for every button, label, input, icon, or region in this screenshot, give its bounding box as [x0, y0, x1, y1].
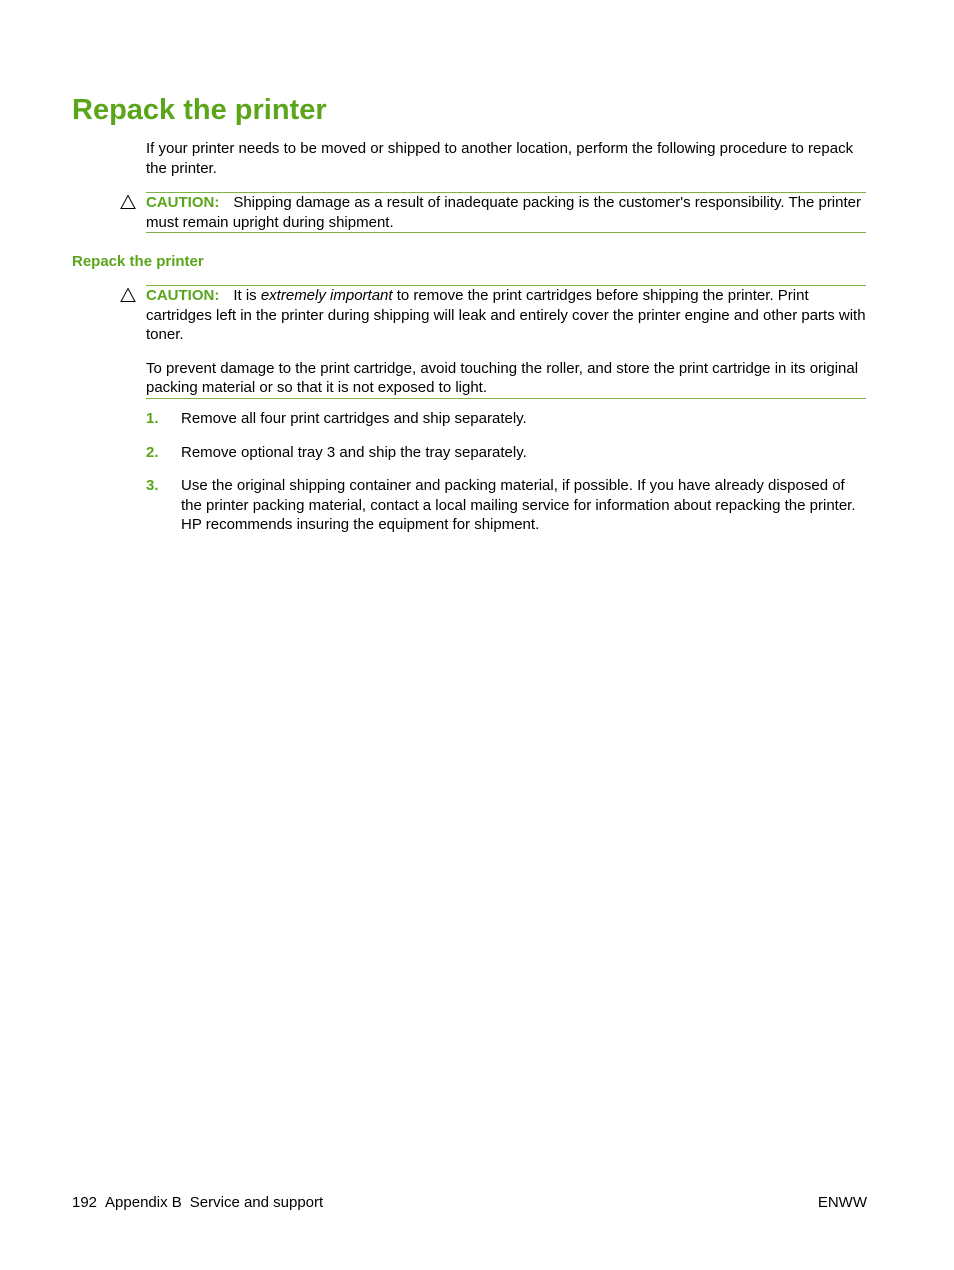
- step-number: 3.: [146, 477, 159, 494]
- procedure-steps: [146, 409, 868, 549]
- list-item: [146, 443, 868, 463]
- footer-left: [72, 1193, 323, 1212]
- step-number: 1.: [146, 410, 159, 427]
- page-title: Repack the printer: [72, 94, 327, 126]
- caution-label: CAUTION:: [146, 194, 220, 211]
- caution-body-pre: It is: [233, 287, 261, 304]
- caution-paragraph: To prevent damage to the print cartridge, avoid touching the roller, and store the print cartridge in its original packing material or so that it is not exposed to light.: [146, 359, 859, 396]
- step-text: Remove optional tray 3 and ship the tray separately.: [181, 443, 527, 461]
- footer-appendix: Appendix B: [105, 1194, 182, 1211]
- footer-section: Service and support: [189, 1194, 324, 1211]
- list-item: [146, 409, 868, 429]
- warning-triangle-icon: [120, 287, 136, 303]
- caution-label: CAUTION:: [146, 287, 220, 304]
- section-heading: Repack the printer: [72, 253, 204, 270]
- caution-body: Shipping damage as a result of inadequate packing is the customer's responsibility. The printer must remain upright during shipment.: [146, 194, 861, 231]
- caution-text: [146, 286, 866, 345]
- caution-note: [146, 192, 866, 233]
- caution-note: [146, 285, 866, 399]
- step-text: Use the original shipping container and packing material, if possible. If you have already disposed of the printer packing material, contact a local mailing service for information about repacking the printer. HP recommends insuring the equipment for shipment.: [181, 477, 856, 533]
- caution-text: [146, 193, 866, 232]
- list-item: [146, 476, 868, 535]
- page-number: 192: [72, 1194, 98, 1211]
- footer-right: ENWW: [817, 1194, 867, 1211]
- step-text: Remove all four print cartridges and ship separately.: [181, 410, 527, 427]
- intro-paragraph: If your printer needs to be moved or shipped to another location, perform the following procedure to repack the printer.: [146, 140, 854, 177]
- step-number: 2.: [146, 443, 159, 461]
- caution-body-post: to remove the print cartridges before shipping the printer. Print cartridges left in the printer during shipping will leak and entirely cover the printer engine and other parts with toner.: [146, 287, 866, 343]
- caution-emphasis: extremely important: [260, 287, 393, 304]
- warning-triangle-icon: [120, 194, 136, 210]
